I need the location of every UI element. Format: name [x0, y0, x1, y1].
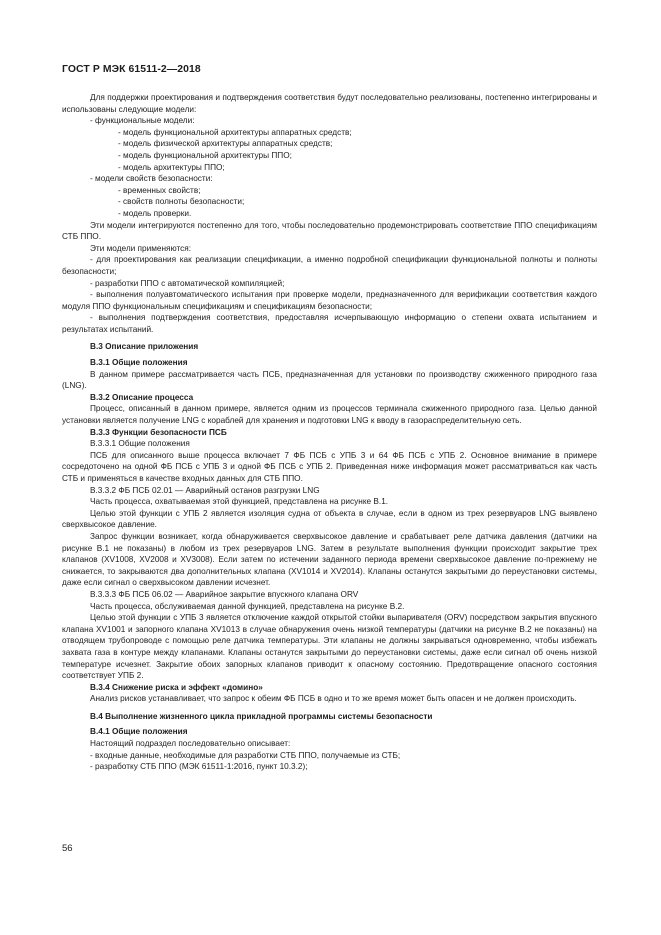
- paragraph: Целью этой функции с УПБ 2 является изоляция судна от объекта в случае, если в одном из трех резервуаров LNG выявлено сверхвысокое давление.: [62, 508, 597, 530]
- paragraph: Анализ рисков устанавливает, что запрос к обеим ФБ ПСБ в одно и то же время может быть опасен и не должен происходить.: [90, 694, 577, 704]
- document-header: ГОСТ Р МЭК 61511-2—2018: [62, 64, 201, 75]
- paragraph: Эти модели применяются:: [90, 243, 192, 253]
- list-item: - модель проверки.: [118, 208, 192, 218]
- list-item: - входные данные, необходимые для разработки СТБ ППО, получаемые из СТБ;: [90, 750, 401, 760]
- list-item: - свойств полноты безопасности;: [118, 197, 245, 207]
- section-heading: В.4 Выполнение жизненного цикла прикладной программы системы безопасности: [90, 711, 433, 721]
- paragraph: ПСБ для описанного выше процесса включает 7 ФБ ПСБ с УПБ 3 и 64 ФБ ПСБ с УПБ 2. Основное внимание в примере сосредоточено на одной ФБ ПСБ с УПБ 3 и одной ФБ ПСБ с УПБ 2. Приведенная ниже информация может рассматриваться как часть СТБ и применяться в качестве входных данных для СТБ ППО.: [62, 450, 597, 483]
- subsection-heading: В.3.2 Описание процесса: [90, 392, 194, 402]
- list-item: - модели свойств безопасности:: [90, 174, 213, 184]
- paragraph: Целью этой функции с УПБ 3 является отключение каждой открытой стойки выпаривателя (ORV) посредством закрытия впускного клапана XV1001 и запорного клапана XV1013 в случае обнаружения очень низкой температуры (датчики на рисунке В.2 не показаны) на отводящем трубопроводе с помощью реле датчика температуры. Эти клапаны не должны закрываться одновременно, чтобы избежать захвата газа в контуре между клапанами. Клапаны останутся закрытыми до переустановки системы, даже если сигнал об очень низкой температуре исчезнет. Закрытие обоих запорных клапанов приводит к опасному состоянию. Предотвращение опасного состояния соответствует УПБ 2.: [62, 613, 597, 681]
- list-item: - модель функциональной архитектуры ППО;: [118, 150, 292, 160]
- paragraph: Для поддержки проектирования и подтверждения соответствия будут последовательно реализованы, постепенно интегрированы и использованы следующие модели:: [62, 93, 597, 114]
- paragraph: В данном примере рассматривается часть ПСБ, предназначенная для установки по производству сжиженного природного газа (LNG).: [62, 369, 597, 391]
- list-item: - модель физической архитектуры аппаратных средств;: [118, 139, 333, 149]
- paragraph: Эти модели интегрируются постепенно для того, чтобы последовательно продемонстрировать соответствие ППО спецификациям СТБ ППО.: [62, 220, 597, 242]
- list-item: - выполнения подтверждения соответствия, предоставляя исчерпывающую информацию о степени охвата испытанием и результатах испытаний.: [62, 313, 597, 334]
- subsection-heading: В.3.4 Снижение риска и эффект «домино»: [90, 682, 263, 692]
- list-item: - для проектирования как реализации спецификации, а именно подробной спецификации функциональной полноты и полноты безопасности;: [62, 255, 597, 276]
- page-number: 56: [62, 843, 73, 854]
- subsubsection-heading: В.3.3.1 Общие положения: [90, 439, 190, 449]
- list-item: - функциональные модели:: [90, 116, 195, 126]
- subsection-heading: В.3.3 Функции безопасности ПСБ: [90, 427, 227, 437]
- subsubsection-heading: В.3.3.3 ФБ ПСБ 06.02 — Аварийное закрытие впускного клапана ORV: [90, 589, 359, 599]
- list-item: - разработки ППО с автоматической компиляцией;: [90, 278, 285, 288]
- subsection-heading: В.3.1 Общие положения: [90, 358, 188, 368]
- section-heading: В.3 Описание приложения: [90, 342, 199, 352]
- paragraph: Запрос функции возникает, когда обнаруживается сверхвысокое давление и срабатывает реле датчика давления (датчики на рисунке В.1 не показаны) в любом из трех резервуаров LNG. Затем в результате выполнения функции происходит закрытие трех клапанов (XV1008, XV2008 и XV3008). Если затем по истечении заданного периода времени сверхвысокое давление по-прежнему не снижается, то закрываются два дополнительных клапана (XV1014 и XV2014). Клапаны останутся закрытыми до переустановки системы, даже если сигнал о сверхвысоком давлении исчезнет.: [62, 531, 597, 588]
- list-item: - выполнения полуавтоматического испытания при проверке модели, предназначенного для верификации соответствия каждого модуля ППО функциональным спецификациям и спецификациям безопасности;: [62, 290, 597, 311]
- list-item: - модель архитектуры ППО;: [118, 162, 225, 172]
- list-item: - разработку СТБ ППО (МЭК 61511-1:2016, пункт 10.3.2);: [90, 762, 308, 772]
- subsubsection-heading: В.3.3.2 ФБ ПСБ 02.01 — Аварийный останов разгрузки LNG: [90, 485, 320, 495]
- subsection-heading: В.4.1 Общие положения: [90, 727, 188, 737]
- paragraph: Часть процесса, обслуживаемая данной функцией, представлена на рисунке В.2.: [90, 601, 405, 611]
- document-body: [62, 92, 597, 773]
- list-item: - модель функциональной архитектуры аппаратных средств;: [118, 127, 352, 137]
- paragraph: Процесс, описанный в данном примере, является одним из процессов терминала сжиженного природного газа. Целью данной установки является получение LNG с кораблей для хранения и подготовки LNG к вводу в газораспределительную сеть.: [62, 404, 597, 426]
- paragraph: Часть процесса, охватываемая этой функцией, представлена на рисунке В.1.: [90, 497, 389, 507]
- list-item: - временных свойств;: [118, 185, 201, 195]
- paragraph: Настоящий подраздел последовательно описывает:: [90, 739, 291, 749]
